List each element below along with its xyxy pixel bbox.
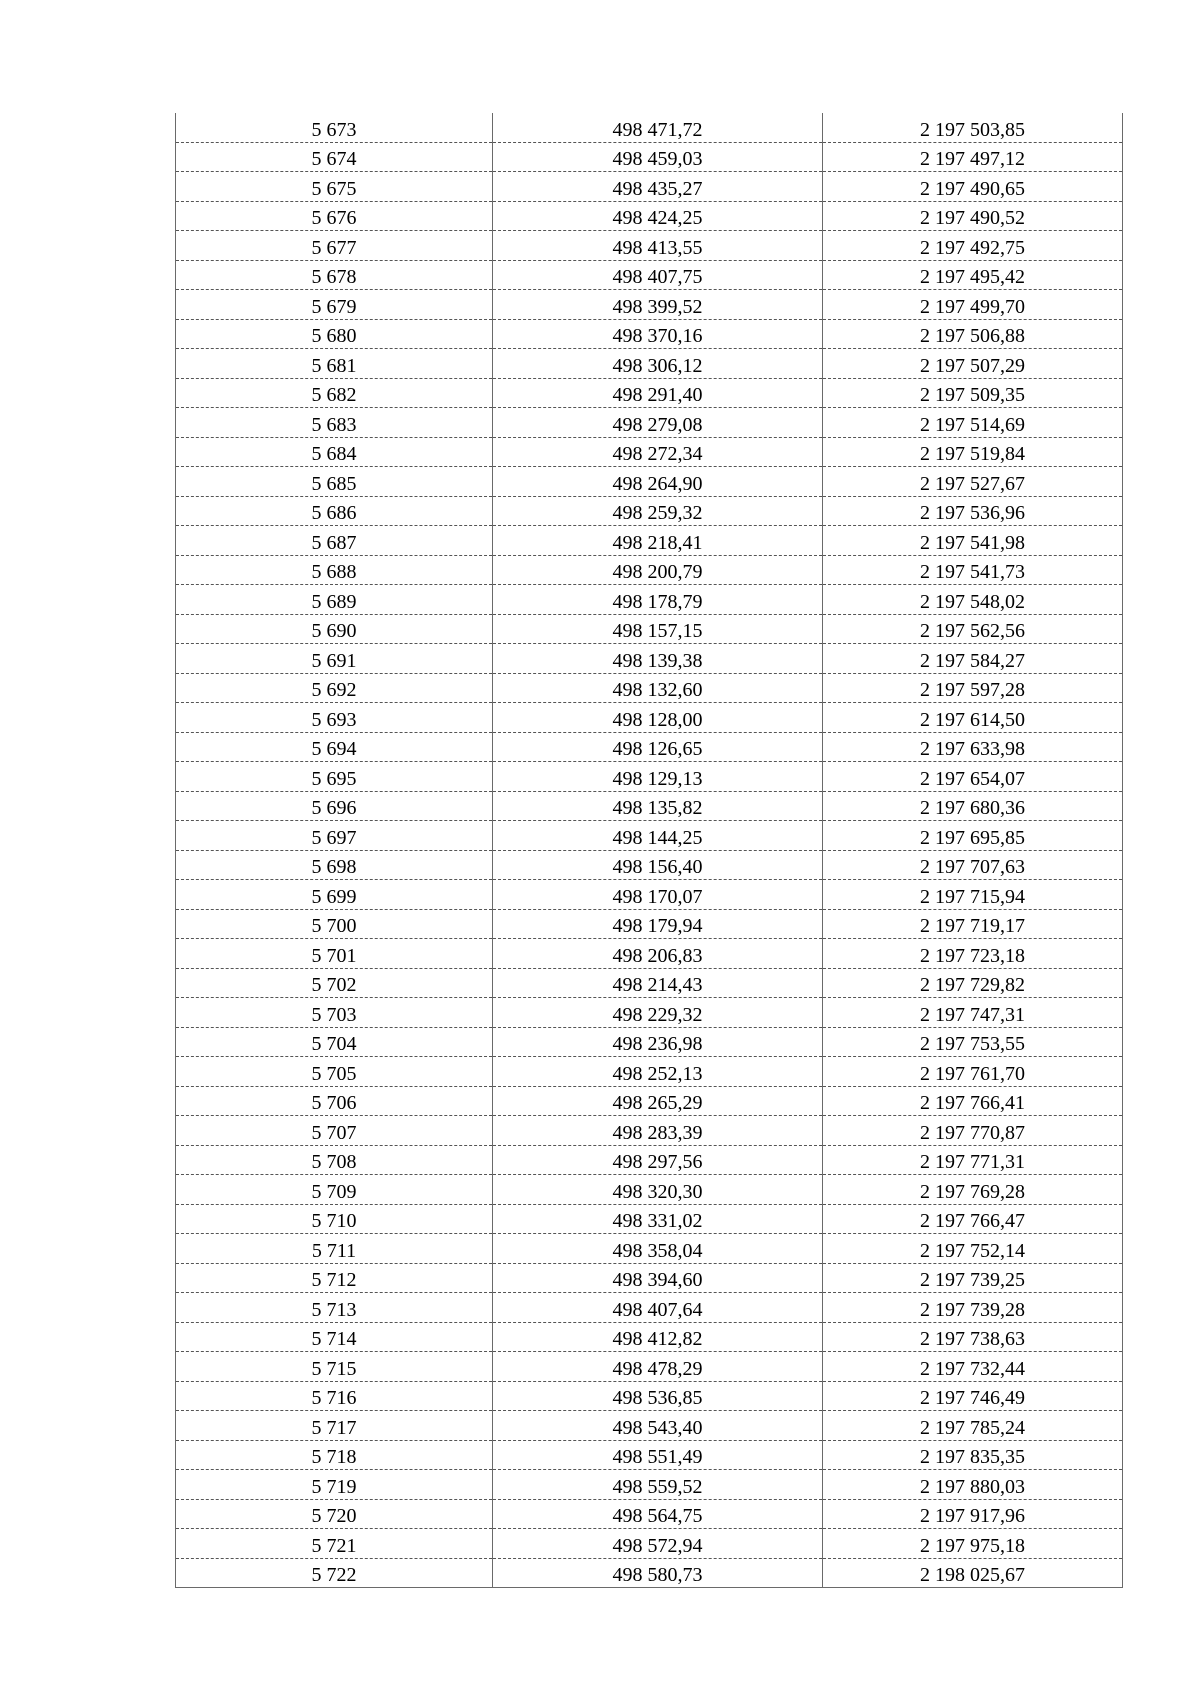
x-coordinate-cell: 498 478,29 [493,1352,823,1382]
point-number-cell: 5 698 [176,850,493,880]
x-coordinate-cell: 498 297,56 [493,1145,823,1175]
x-coordinate-cell: 498 265,29 [493,1086,823,1116]
table-row [176,1204,1123,1234]
y-coordinate-cell: 2 197 495,42 [823,260,1123,290]
table-row [176,1411,1123,1441]
y-coordinate-cell: 2 197 707,63 [823,850,1123,880]
y-coordinate-cell: 2 197 541,73 [823,555,1123,585]
table-row [176,555,1123,585]
table-row [176,1352,1123,1382]
point-number-cell: 5 717 [176,1411,493,1441]
x-coordinate-cell: 498 157,15 [493,614,823,644]
x-coordinate-cell: 498 229,32 [493,998,823,1028]
point-number-cell: 5 705 [176,1057,493,1087]
x-coordinate-cell: 498 259,32 [493,496,823,526]
y-coordinate-cell: 2 197 562,56 [823,614,1123,644]
point-number-cell: 5 720 [176,1499,493,1529]
y-coordinate-cell: 2 197 723,18 [823,939,1123,969]
table-row [176,1145,1123,1175]
x-coordinate-cell: 498 291,40 [493,378,823,408]
point-number-cell: 5 695 [176,762,493,792]
x-coordinate-cell: 498 394,60 [493,1263,823,1293]
table-row [176,142,1123,172]
y-coordinate-cell: 2 197 766,41 [823,1086,1123,1116]
x-coordinate-cell: 498 580,73 [493,1558,823,1588]
y-coordinate-cell: 2 197 492,75 [823,231,1123,261]
table-row [176,585,1123,615]
table-row [176,1293,1123,1323]
x-coordinate-cell: 498 279,08 [493,408,823,438]
y-coordinate-cell: 2 197 771,31 [823,1145,1123,1175]
y-coordinate-cell: 2 197 880,03 [823,1470,1123,1500]
point-number-cell: 5 718 [176,1440,493,1470]
table-row [176,821,1123,851]
y-coordinate-cell: 2 197 509,35 [823,378,1123,408]
point-number-cell: 5 676 [176,201,493,231]
table-row [176,1027,1123,1057]
table-row [176,1558,1123,1588]
y-coordinate-cell: 2 197 548,02 [823,585,1123,615]
y-coordinate-cell: 2 197 715,94 [823,880,1123,910]
point-number-cell: 5 709 [176,1175,493,1205]
y-coordinate-cell: 2 197 747,31 [823,998,1123,1028]
point-number-cell: 5 712 [176,1263,493,1293]
y-coordinate-cell: 2 197 785,24 [823,1411,1123,1441]
y-coordinate-cell: 2 197 917,96 [823,1499,1123,1529]
y-coordinate-cell: 2 197 506,88 [823,319,1123,349]
y-coordinate-cell: 2 197 541,98 [823,526,1123,556]
y-coordinate-cell: 2 197 752,14 [823,1234,1123,1264]
x-coordinate-cell: 498 543,40 [493,1411,823,1441]
point-number-cell: 5 702 [176,968,493,998]
table-row [176,673,1123,703]
y-coordinate-cell: 2 197 680,36 [823,791,1123,821]
x-coordinate-cell: 498 559,52 [493,1470,823,1500]
table-row [176,644,1123,674]
point-number-cell: 5 710 [176,1204,493,1234]
x-coordinate-cell: 498 178,79 [493,585,823,615]
x-coordinate-cell: 498 170,07 [493,880,823,910]
table-row [176,1322,1123,1352]
table-row [176,319,1123,349]
table-row [176,201,1123,231]
x-coordinate-cell: 498 156,40 [493,850,823,880]
table-row [176,1086,1123,1116]
point-number-cell: 5 694 [176,732,493,762]
x-coordinate-cell: 498 551,49 [493,1440,823,1470]
x-coordinate-cell: 498 128,00 [493,703,823,733]
point-number-cell: 5 697 [176,821,493,851]
x-coordinate-cell: 498 144,25 [493,821,823,851]
point-number-cell: 5 696 [176,791,493,821]
table-row [176,1116,1123,1146]
point-number-cell: 5 703 [176,998,493,1028]
x-coordinate-cell: 498 200,79 [493,555,823,585]
y-coordinate-cell: 2 197 507,29 [823,349,1123,379]
y-coordinate-cell: 2 197 746,49 [823,1381,1123,1411]
y-coordinate-cell: 2 198 025,67 [823,1558,1123,1588]
table-row [176,172,1123,202]
x-coordinate-cell: 498 536,85 [493,1381,823,1411]
y-coordinate-cell: 2 197 719,17 [823,909,1123,939]
table-row [176,349,1123,379]
y-coordinate-cell: 2 197 975,18 [823,1529,1123,1559]
x-coordinate-cell: 498 283,39 [493,1116,823,1146]
table-row [176,614,1123,644]
point-number-cell: 5 721 [176,1529,493,1559]
point-number-cell: 5 715 [176,1352,493,1382]
table-row [176,732,1123,762]
x-coordinate-cell: 498 564,75 [493,1499,823,1529]
table-row [176,762,1123,792]
x-coordinate-cell: 498 135,82 [493,791,823,821]
point-number-cell: 5 679 [176,290,493,320]
point-number-cell: 5 701 [176,939,493,969]
point-number-cell: 5 674 [176,142,493,172]
point-number-cell: 5 716 [176,1381,493,1411]
x-coordinate-cell: 498 306,12 [493,349,823,379]
table-row [176,1175,1123,1205]
y-coordinate-cell: 2 197 739,25 [823,1263,1123,1293]
y-coordinate-cell: 2 197 732,44 [823,1352,1123,1382]
point-number-cell: 5 691 [176,644,493,674]
point-number-cell: 5 677 [176,231,493,261]
table-row [176,1263,1123,1293]
x-coordinate-cell: 498 413,55 [493,231,823,261]
table-row [176,113,1123,142]
point-number-cell: 5 686 [176,496,493,526]
table-row [176,1529,1123,1559]
y-coordinate-cell: 2 197 503,85 [823,113,1123,142]
y-coordinate-cell: 2 197 527,67 [823,467,1123,497]
point-number-cell: 5 678 [176,260,493,290]
table-row [176,526,1123,556]
point-number-cell: 5 714 [176,1322,493,1352]
x-coordinate-cell: 498 252,13 [493,1057,823,1087]
table-row [176,378,1123,408]
y-coordinate-cell: 2 197 633,98 [823,732,1123,762]
x-coordinate-cell: 498 435,27 [493,172,823,202]
point-number-cell: 5 711 [176,1234,493,1264]
table-row [176,998,1123,1028]
point-number-cell: 5 719 [176,1470,493,1500]
y-coordinate-cell: 2 197 695,85 [823,821,1123,851]
table-row [176,1381,1123,1411]
x-coordinate-cell: 498 358,04 [493,1234,823,1264]
x-coordinate-cell: 498 424,25 [493,201,823,231]
y-coordinate-cell: 2 197 584,27 [823,644,1123,674]
table-row [176,880,1123,910]
x-coordinate-cell: 498 139,38 [493,644,823,674]
x-coordinate-cell: 498 572,94 [493,1529,823,1559]
table-row [176,1440,1123,1470]
point-number-cell: 5 704 [176,1027,493,1057]
table-row [176,791,1123,821]
point-number-cell: 5 706 [176,1086,493,1116]
y-coordinate-cell: 2 197 739,28 [823,1293,1123,1323]
x-coordinate-cell: 498 264,90 [493,467,823,497]
point-number-cell: 5 700 [176,909,493,939]
x-coordinate-cell: 498 407,75 [493,260,823,290]
point-number-cell: 5 682 [176,378,493,408]
y-coordinate-cell: 2 197 738,63 [823,1322,1123,1352]
y-coordinate-cell: 2 197 514,69 [823,408,1123,438]
table-row [176,467,1123,497]
x-coordinate-cell: 498 132,60 [493,673,823,703]
x-coordinate-cell: 498 236,98 [493,1027,823,1057]
table-row [176,1499,1123,1529]
point-number-cell: 5 689 [176,585,493,615]
point-number-cell: 5 708 [176,1145,493,1175]
table-row [176,290,1123,320]
table-row [176,1057,1123,1087]
table-row [176,939,1123,969]
point-number-cell: 5 693 [176,703,493,733]
table-row [176,260,1123,290]
x-coordinate-cell: 498 206,83 [493,939,823,969]
point-number-cell: 5 687 [176,526,493,556]
x-coordinate-cell: 498 272,34 [493,437,823,467]
x-coordinate-cell: 498 407,64 [493,1293,823,1323]
y-coordinate-cell: 2 197 490,65 [823,172,1123,202]
y-coordinate-cell: 2 197 614,50 [823,703,1123,733]
point-number-cell: 5 692 [176,673,493,703]
y-coordinate-cell: 2 197 597,28 [823,673,1123,703]
x-coordinate-cell: 498 471,72 [493,113,823,142]
table-row [176,231,1123,261]
table-row [176,408,1123,438]
x-coordinate-cell: 498 399,52 [493,290,823,320]
table-row [176,1470,1123,1500]
table-row [176,850,1123,880]
x-coordinate-cell: 498 214,43 [493,968,823,998]
y-coordinate-cell: 2 197 770,87 [823,1116,1123,1146]
y-coordinate-cell: 2 197 654,07 [823,762,1123,792]
point-number-cell: 5 681 [176,349,493,379]
y-coordinate-cell: 2 197 753,55 [823,1027,1123,1057]
table-row [176,968,1123,998]
point-number-cell: 5 684 [176,437,493,467]
point-number-cell: 5 673 [176,113,493,142]
x-coordinate-cell: 498 126,65 [493,732,823,762]
y-coordinate-cell: 2 197 490,52 [823,201,1123,231]
point-number-cell: 5 722 [176,1558,493,1588]
table-row [176,1234,1123,1264]
point-number-cell: 5 675 [176,172,493,202]
y-coordinate-cell: 2 197 729,82 [823,968,1123,998]
coordinates-table-body [176,113,1123,1588]
point-number-cell: 5 688 [176,555,493,585]
table-row [176,437,1123,467]
coordinates-table [175,113,1123,1588]
y-coordinate-cell: 2 197 761,70 [823,1057,1123,1087]
table-row [176,496,1123,526]
y-coordinate-cell: 2 197 769,28 [823,1175,1123,1205]
y-coordinate-cell: 2 197 497,12 [823,142,1123,172]
x-coordinate-cell: 498 218,41 [493,526,823,556]
y-coordinate-cell: 2 197 536,96 [823,496,1123,526]
table-row [176,909,1123,939]
table-row [176,703,1123,733]
point-number-cell: 5 713 [176,1293,493,1323]
x-coordinate-cell: 498 179,94 [493,909,823,939]
point-number-cell: 5 699 [176,880,493,910]
x-coordinate-cell: 498 370,16 [493,319,823,349]
x-coordinate-cell: 498 459,03 [493,142,823,172]
y-coordinate-cell: 2 197 499,70 [823,290,1123,320]
x-coordinate-cell: 498 320,30 [493,1175,823,1205]
point-number-cell: 5 685 [176,467,493,497]
point-number-cell: 5 680 [176,319,493,349]
point-number-cell: 5 707 [176,1116,493,1146]
x-coordinate-cell: 498 331,02 [493,1204,823,1234]
y-coordinate-cell: 2 197 835,35 [823,1440,1123,1470]
x-coordinate-cell: 498 129,13 [493,762,823,792]
point-number-cell: 5 683 [176,408,493,438]
x-coordinate-cell: 498 412,82 [493,1322,823,1352]
y-coordinate-cell: 2 197 519,84 [823,437,1123,467]
y-coordinate-cell: 2 197 766,47 [823,1204,1123,1234]
point-number-cell: 5 690 [176,614,493,644]
